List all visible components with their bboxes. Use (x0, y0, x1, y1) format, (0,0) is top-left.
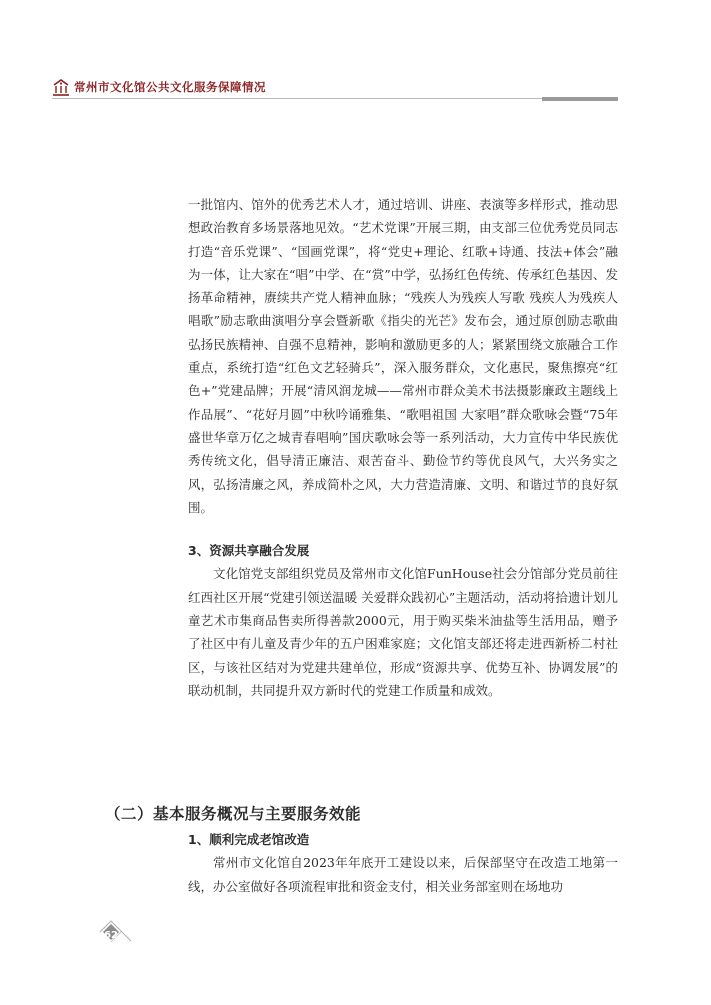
subheading-1: 1、顺利完成老馆改造 (188, 832, 310, 847)
section-text-block (188, 828, 618, 898)
paragraph-1: 一批馆内、馆外的优秀艺术人才，通过培训、讲座、表演等多样形式，推动思想政治教育多场景落地见效。“艺术党课”开展三期，由支部三位优秀党员同志打造“音乐党课”、“国画党课”，将“党史+理论、红歌+诗通、技法+体会”融为一体，让大家在“唱”中学、在“赏”中学，弘扬红色传统、传承红色基因、发扬革命精神，赓续共产党人精神血脉；“残疾人为残疾人写歌 残疾人为残疾人唱歌”励志歌曲演唱分享会暨新歌《指尖的光芒》发布会，通过原创励志歌曲弘扬民族精神、自强不息精神，影响和激励更多的人；紧紧围绕文旅融合工作重点，系统打造“红色文艺轻骑兵”，深入服务群众，文化惠民，聚焦擦亮“红色+”党建品牌；开展“清风润龙城——常州市群众美术书法摄影廉政主题线上作品展”、“花好月圆”中秋吟诵雅集、“歌唱祖国 大家唱”群众歌咏会暨“75年盛世华章万亿之城青春唱响”国庆歌咏会等一系列活动，大力宣传中华民族优秀传统文化，倡导清正廉洁、艰苦奋斗、勤俭节约等优良风气，大兴务实之风，弘扬清廉之风，养成简朴之风，大力营造清廉、文明、和谐过节的良好氛围。 (188, 197, 618, 515)
header-rule-accent (542, 97, 618, 101)
museum-logo-icon (52, 78, 70, 98)
section-title: （二）基本服务概况与主要服务效能 (105, 804, 362, 823)
running-header (52, 76, 618, 110)
header-title: 常州市文化馆公共文化服务保障情况 (74, 80, 266, 94)
paragraph-3: 常州市文化馆自2023年年底开工建设以来，后保部坚守在改造工地第一线，办公室做好各项流程审批和资金支付，相关业务部室则在场地功 (188, 855, 618, 894)
header-rule (52, 98, 542, 99)
paragraph-2: 文化馆党支部组织党员及常州市文化馆FunHouse社会分馆部分党员前往红西社区开展“党建引领送温暖 关爱群众践初心”主题活动，活动将拾遗计划儿童艺术市集商品售卖所得善款2000元，用于购买柴米油盐等生活用品，赠予了社区中有儿童及青少年的五户困难家庭；文化馆支部还将走进西新桥二村社区，与该社区结对为党建共建单位，形成“资源共享、优势互补、协调发展”的联动机制，共同提升双方新时代的党建工作质量和成效。 (188, 566, 618, 698)
subheading-3: 3、资源共享融合发展 (188, 543, 310, 559)
main-text-block (188, 193, 618, 702)
page-number: 62 (104, 930, 118, 941)
spacer (188, 519, 618, 539)
